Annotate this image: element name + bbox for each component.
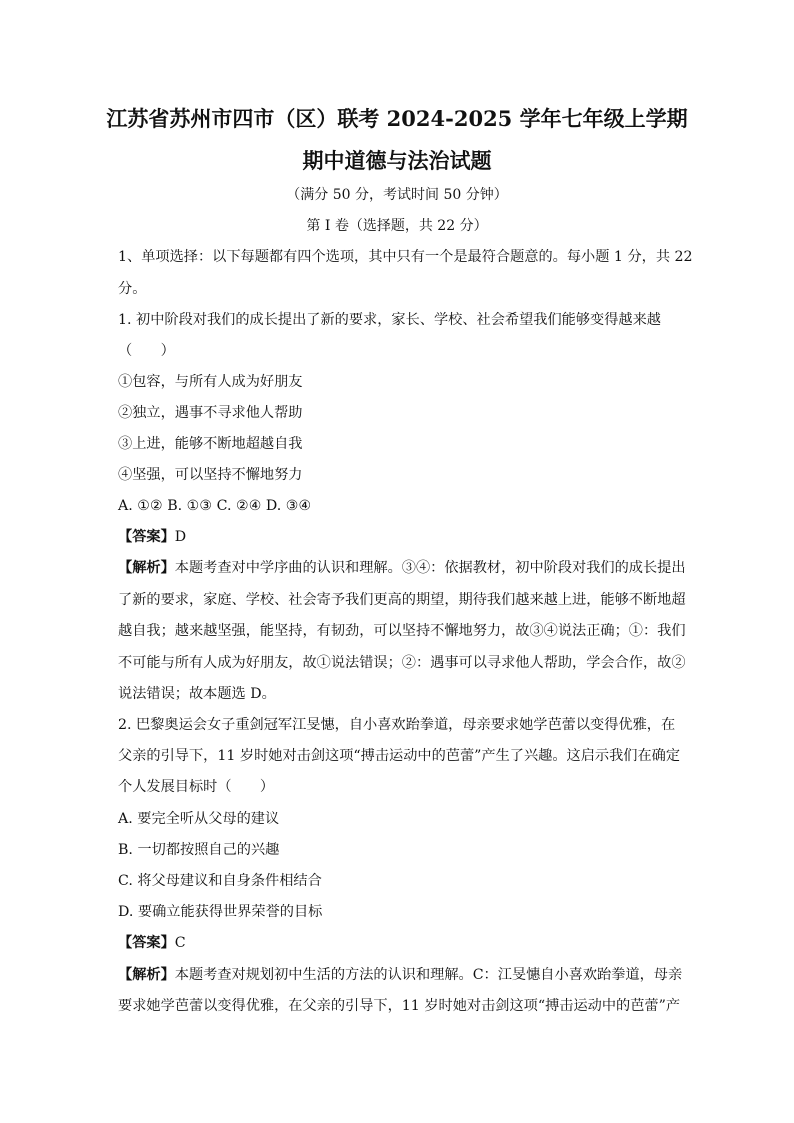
document-title-line-2: 期中道德与法治试题 [302, 148, 492, 173]
instruction-line: 分。 [118, 281, 147, 297]
analysis-label: 【解析】 [118, 560, 175, 576]
question-1-option: ③上进，能够不断地超越自我 [118, 436, 303, 452]
question-1-analysis: 越自我；越来越坚强，能坚持，有韧劲，可以坚持不懈地努力，故③④说法正确；①：我们 [118, 623, 686, 639]
question-1-answer [118, 530, 186, 544]
question-2-stem: 2. 巴黎奥运会女子重剑冠军江旻憓，自小喜欢跆拳道，母亲要求她学芭蕾以变得优雅，在 [118, 717, 676, 733]
question-1-option: ②独立，遇事不寻求他人帮助 [118, 405, 303, 421]
question-1-analysis [118, 561, 686, 575]
question-1-analysis: 说法错误；故本题选 D。 [118, 686, 276, 702]
question-1-choices: A. ①② B. ①③ C. ②④ D. ③④ [118, 498, 312, 514]
question-2-stem: 个人发展目标时（ ） [118, 779, 275, 795]
document-title-line-1: 江苏省苏州市四市（区）联考 2024-2025 学年七年级上学期 [106, 106, 688, 131]
question-1-stem: 1. 初中阶段对我们的成长提出了新的要求，家长、学校、社会希望我们能够变得越来越 [118, 312, 661, 328]
question-2-option: C. 将父母建议和自身条件相结合 [118, 873, 322, 889]
question-1-analysis: 了新的要求，家庭、学校、社会寄予我们更高的期望，期待我们越来越上进，能够不断地超 [118, 592, 686, 608]
question-2-stem: 父亲的引导下，11 岁时她对击剑这项“搏击运动中的芭蕾”产生了兴趣。这启示我们在确定 [118, 748, 681, 764]
question-2-option: A. 要完全听从父母的建议 [118, 811, 280, 827]
question-1-analysis: 不可能与所有人成为好朋友，故①说法错误；②：遇事可以寻求他人帮助，学会合作，故② [118, 655, 686, 671]
question-1-stem: （ ） [118, 343, 175, 359]
answer-label: 【答案】 [118, 935, 175, 951]
question-2-analysis [118, 968, 682, 982]
answer-value: C [174, 935, 186, 951]
section-title: 第 I 卷（选择题，共 22 分） [306, 218, 488, 234]
question-2-option: B. 一切都按照自己的兴趣 [118, 842, 280, 858]
question-2-analysis: 要求她学芭蕾以变得优雅，在父亲的引导下，11 岁时她对击剑这项“搏击运动中的芭蕾”产 [118, 998, 681, 1014]
instruction-line: 1、单项选择：以下每题都有四个选项，其中只有一个是最符合题意的。每小题 1 分，共 22 [118, 249, 693, 265]
question-1-option: ①包容，与所有人成为好朋友 [118, 374, 303, 390]
analysis-text: 本题考查对规划初中生活的方法的认识和理解。C：江旻憓自小喜欢跆拳道，母亲 [174, 967, 683, 983]
question-2-option: D. 要确立能获得世界荣誉的目标 [118, 904, 323, 920]
analysis-label: 【解析】 [118, 967, 175, 983]
analysis-text: 本题考查对中学序曲的认识和理解。③④：依据教材，初中阶段对我们的成长提出 [174, 560, 686, 576]
question-1-option: ④坚强，可以坚持不懈地努力 [118, 467, 303, 483]
exam-info: （满分 50 分，考试时间 50 分钟） [286, 187, 508, 203]
answer-label: 【答案】 [118, 529, 175, 545]
question-2-answer [118, 936, 186, 950]
answer-value: D [174, 529, 187, 545]
